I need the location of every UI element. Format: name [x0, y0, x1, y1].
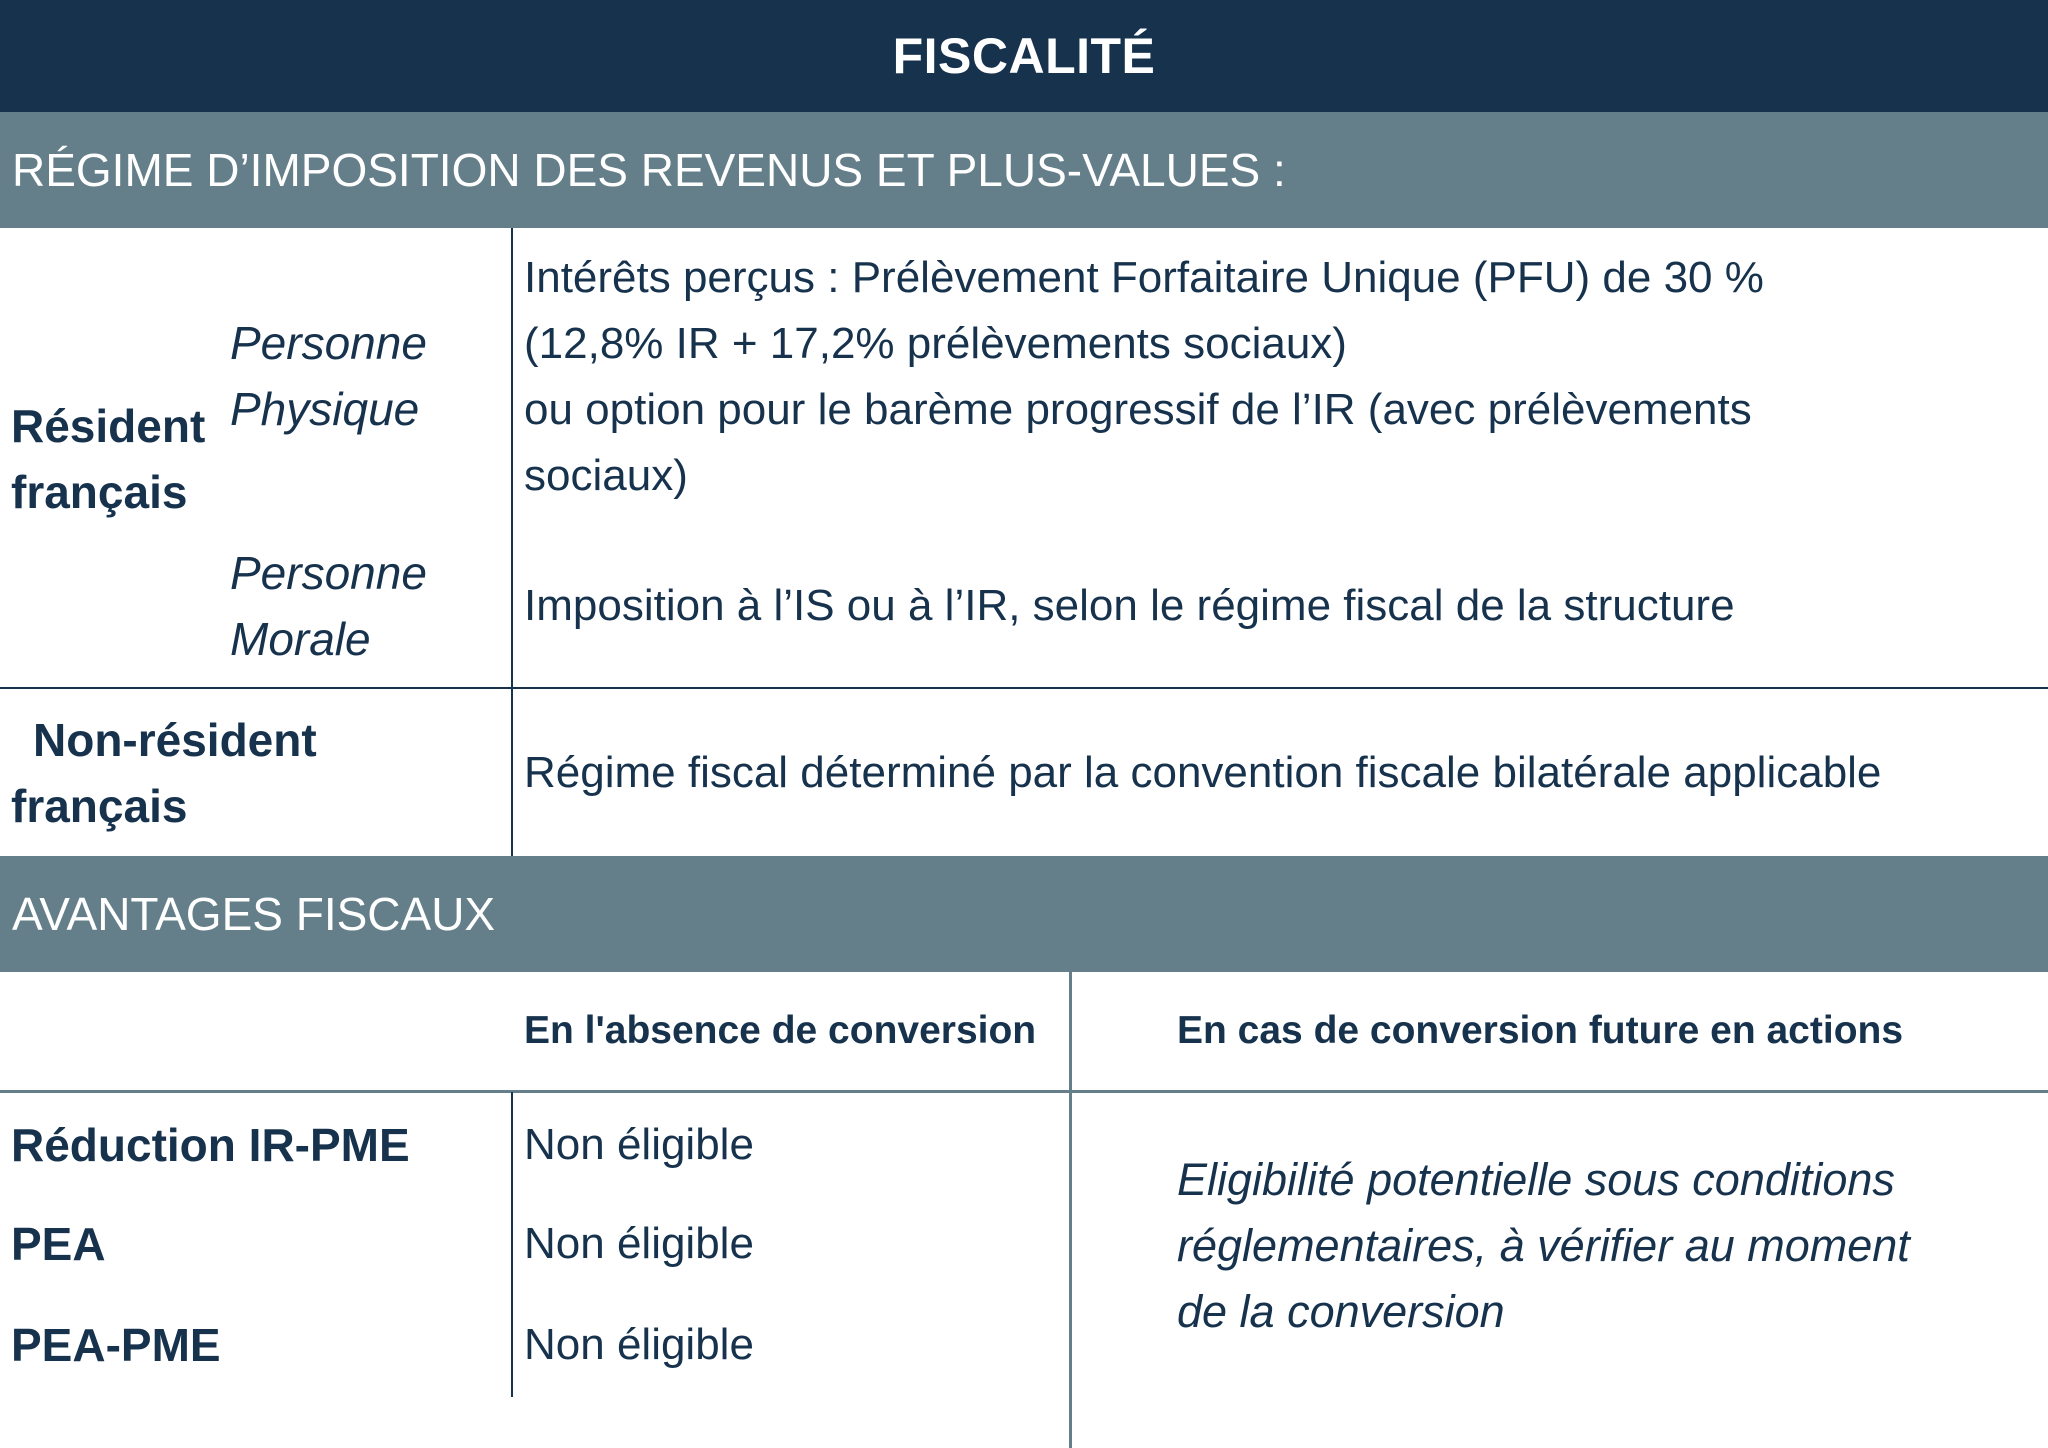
non-resident-text: Régime fiscal déterminé par la convention fiscale bilatérale applicable: [524, 748, 1882, 797]
row-value-pea-pme: Non éligible: [524, 1320, 754, 1369]
col-header-conversion: En cas de conversion future en actions: [1177, 1009, 1904, 1052]
row-label-pea-pme: PEA-PME: [11, 1319, 221, 1371]
page-title: FISCALITÉ: [892, 28, 1156, 84]
resident-row-divider: [0, 687, 2048, 689]
row-label-reduction-ir-pme: Réduction IR-PME: [11, 1119, 410, 1171]
non-resident-label: Non-résident français: [11, 714, 317, 832]
regime-section-heading: RÉGIME D’IMPOSITION DES REVENUS ET PLUS-VALUES :: [12, 144, 1286, 196]
personne-morale-text: Imposition à l’IS ou à l’IR, selon le régime fiscal de la structure: [524, 581, 1735, 630]
conversion-column-divider: [1069, 972, 1072, 1448]
personne-morale-label: Personne Morale: [230, 547, 427, 665]
resident-label: Résident français: [11, 400, 206, 518]
avantages-header-divider: [0, 1090, 2048, 1093]
personne-physique-text: Intérêts perçus : Prélèvement Forfaitaire Unique (PFU) de 30 % (12,8% IR + 17,2% prélèvements sociaux) ou option pour le barème progressif de l’IR (avec prélèvements sociaux): [524, 253, 1764, 500]
row-value-reduction-ir-pme: Non éligible: [524, 1120, 754, 1169]
col-header-absence: En l'absence de conversion: [524, 1009, 1037, 1052]
absence-column-divider: [511, 1092, 513, 1397]
conversion-eligibility-text: Eligibilité potentielle sous conditions réglementaires, à vérifier au moment de la conversion: [1177, 1154, 1910, 1337]
regime-column-divider: [511, 228, 513, 856]
avantages-section-heading: AVANTAGES FISCAUX: [12, 888, 496, 940]
row-value-pea: Non éligible: [524, 1219, 754, 1268]
row-label-pea: PEA: [11, 1218, 106, 1270]
personne-physique-label: Personne Physique: [230, 317, 427, 435]
